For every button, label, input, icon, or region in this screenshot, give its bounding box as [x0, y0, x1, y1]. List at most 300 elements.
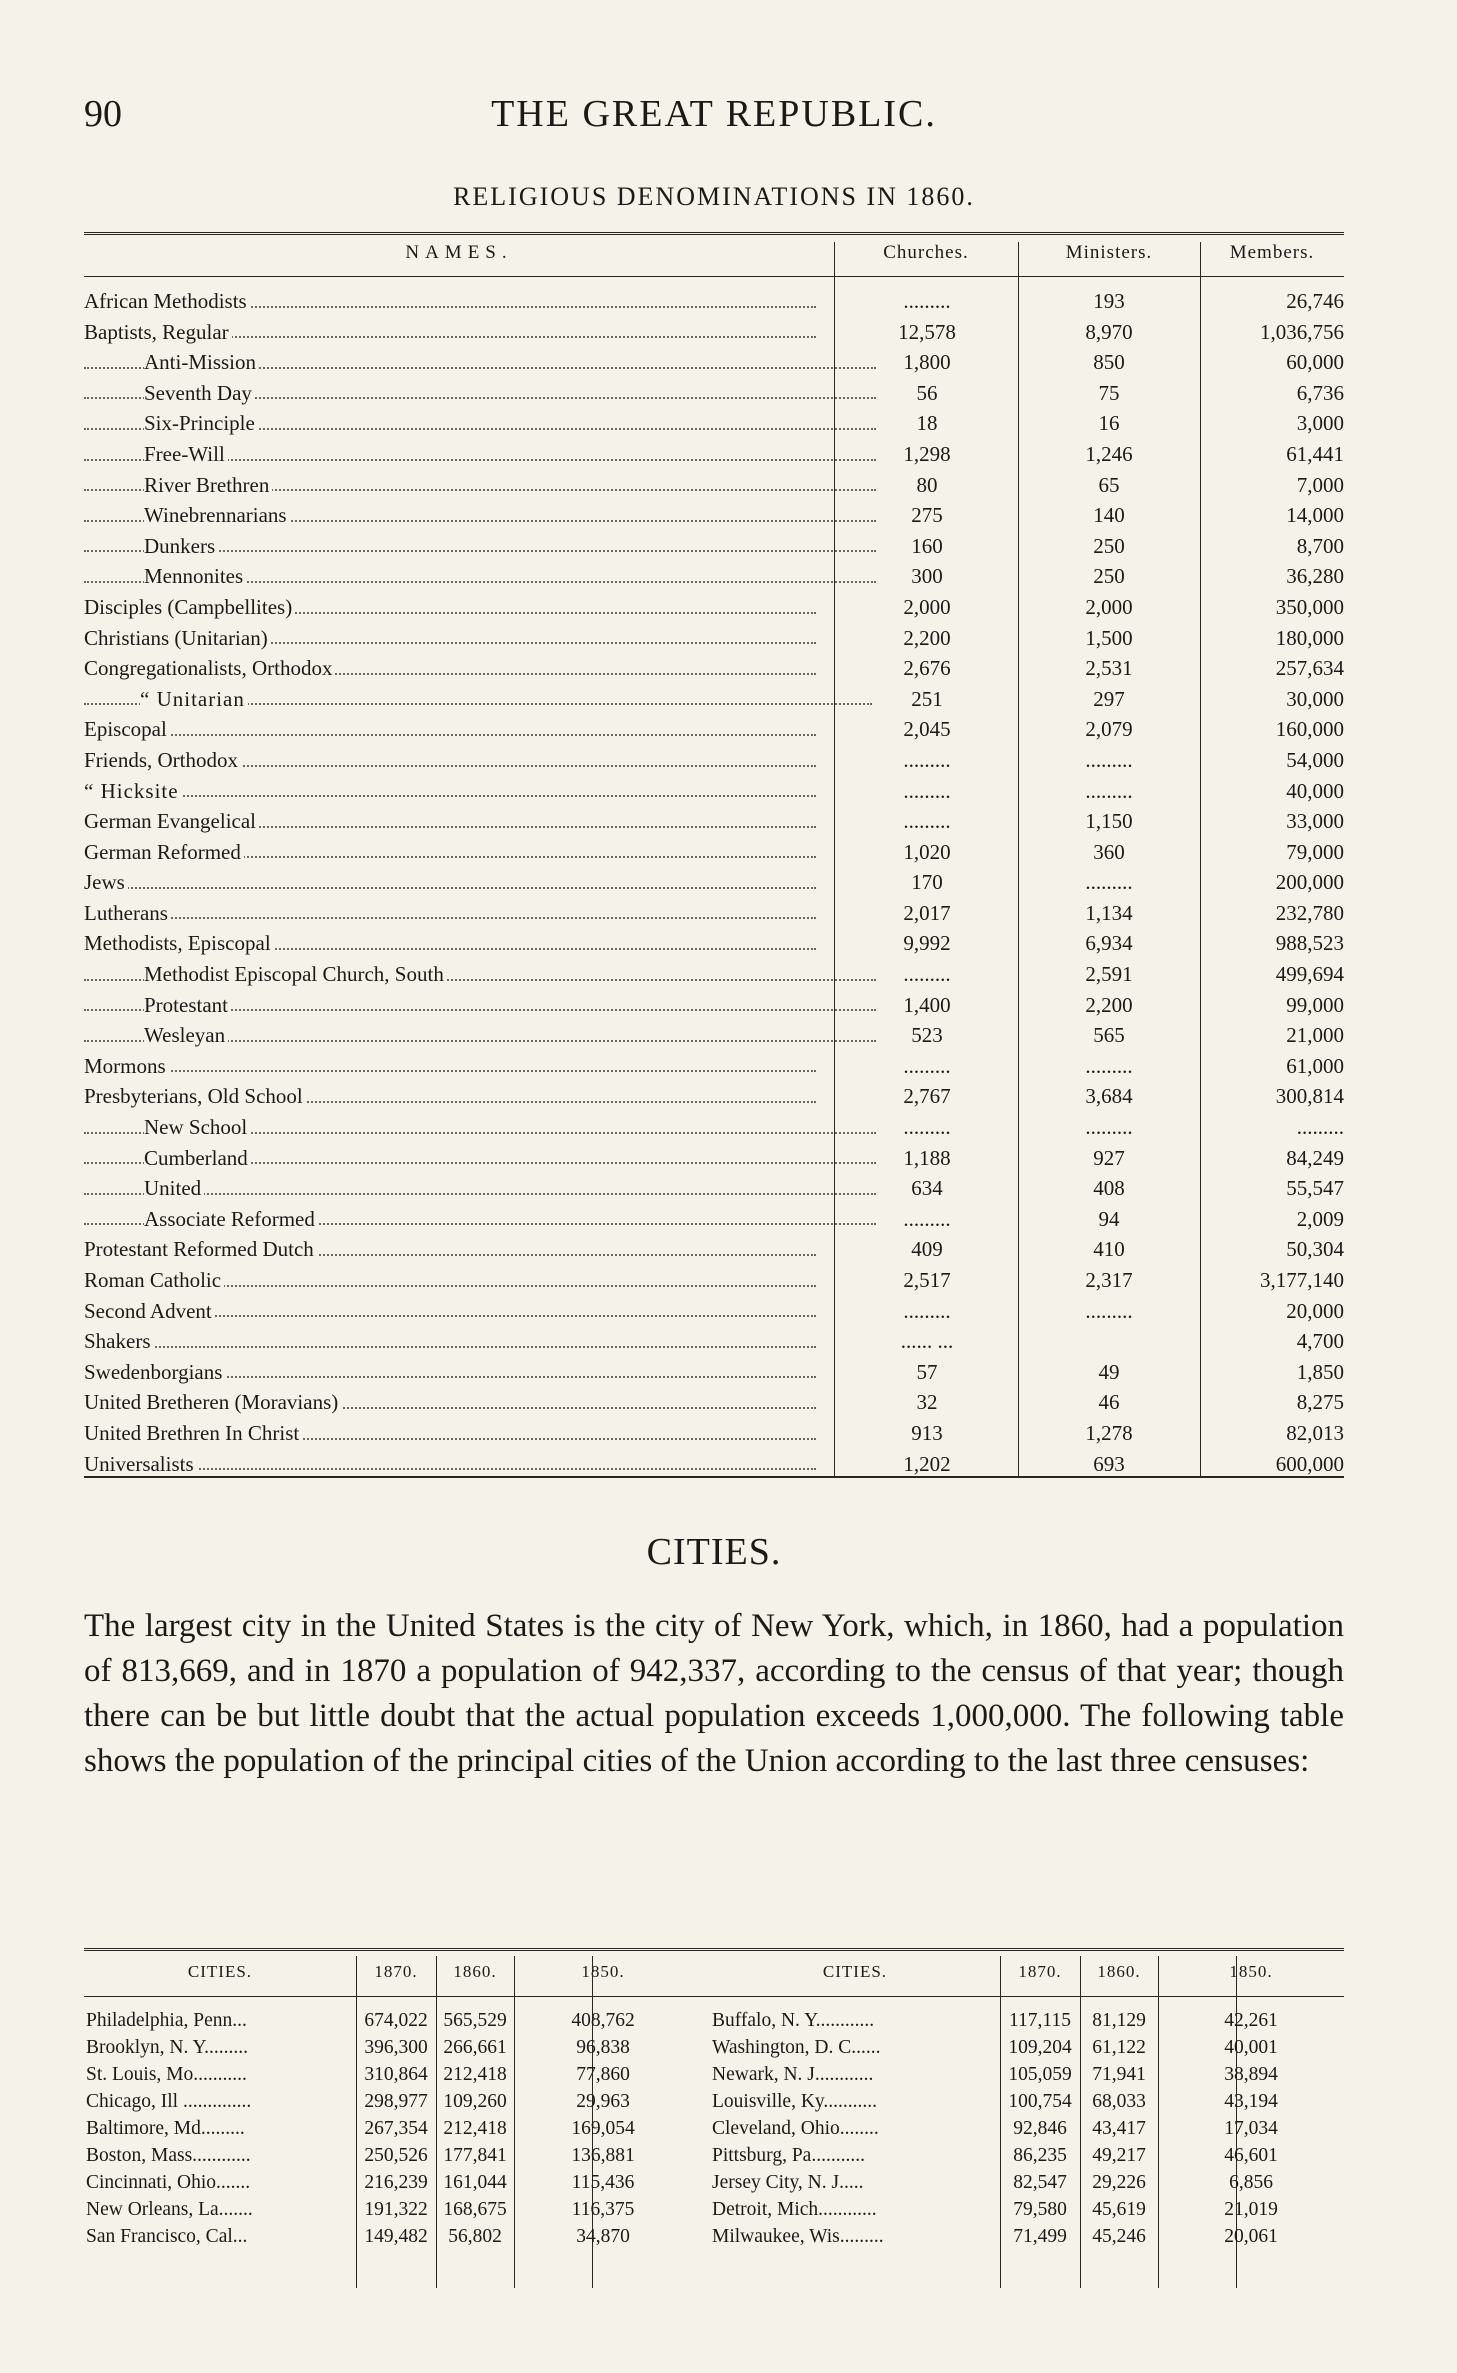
city-name: Boston, Mass............: [86, 2145, 251, 2166]
table-row: [84, 745, 1344, 776]
ministers-value: 6,934: [1085, 931, 1133, 956]
table-row: [84, 684, 1344, 715]
table-header-rule: [84, 276, 1344, 277]
population-value: 168,675: [443, 2199, 507, 2220]
churches-value: 913: [911, 1420, 943, 1445]
members-value: 99,000: [1286, 992, 1344, 1017]
churches-value: 2,000: [903, 594, 951, 619]
churches-value: 275: [911, 503, 943, 528]
denomination-label: Six-Principle: [144, 411, 258, 435]
churches-value: .........: [903, 747, 951, 772]
members-value: 55,547: [1286, 1176, 1344, 1201]
ministers-value: 75: [1098, 380, 1120, 405]
denomination-label: Congregationalists, Orthodox: [84, 656, 335, 680]
population-value: 250,526: [364, 2145, 428, 2166]
table-row: [84, 408, 1344, 439]
denomination-label: Mormons: [84, 1054, 169, 1078]
population-value: 96,838: [576, 2037, 630, 2058]
table-row: [84, 1020, 1344, 1051]
religious-denominations-table: [84, 232, 1344, 1478]
ministers-value: 693: [1093, 1451, 1125, 1476]
city-name: St. Louis, Mo...........: [86, 2064, 247, 2085]
denomination-label: New School: [144, 1115, 250, 1139]
ministers-value: 408: [1093, 1176, 1125, 1201]
denomination-name: [84, 1449, 822, 1480]
churches-value: 1,800: [903, 350, 951, 375]
denomination-label: Winebrennarians: [144, 503, 290, 527]
table-row: [84, 928, 1344, 959]
population-value: 43,194: [1224, 2091, 1278, 2112]
population-value: 21,019: [1224, 2199, 1278, 2220]
members-value: 61,441: [1286, 441, 1344, 466]
city-row: [84, 2062, 1344, 2088]
population-value: 212,418: [443, 2064, 507, 2085]
population-value: 40,001: [1224, 2037, 1278, 2058]
table-row: [84, 439, 1344, 470]
denomination-name: [84, 1265, 822, 1296]
table-row: [84, 1112, 1344, 1143]
denomination-label: Dunkers: [144, 534, 218, 558]
ministers-value: 2,000: [1085, 594, 1133, 619]
churches-value: 409: [911, 1237, 943, 1262]
ministers-value: 250: [1093, 533, 1125, 558]
denomination-name: [84, 898, 822, 929]
members-value: 26,746: [1286, 289, 1344, 313]
churches-value: 2,767: [903, 1084, 951, 1109]
city-name: Pittsburg, Pa...........: [712, 2145, 865, 2166]
table-row: [84, 837, 1344, 868]
ministers-value: 8,970: [1085, 319, 1133, 344]
churches-value: 251: [911, 686, 943, 711]
table-row: [84, 1051, 1344, 1082]
churches-value: .........: [903, 778, 951, 803]
churches-value: 2,517: [903, 1268, 951, 1292]
population-value: 34,870: [576, 2226, 630, 2247]
churches-value: 2,676: [903, 656, 951, 681]
table-row: [84, 806, 1344, 837]
members-value: 21,000: [1286, 1023, 1344, 1048]
denomination-name: [84, 1357, 822, 1388]
denomination-name: [84, 806, 822, 837]
denomination-label: Friends, Orthodox: [84, 748, 241, 772]
members-value: 257,634: [1275, 656, 1344, 681]
city-name: Brooklyn, N. Y.........: [86, 2037, 248, 2058]
ministers-value: 46: [1098, 1390, 1120, 1415]
running-title: THE GREAT REPUBLIC.: [491, 93, 937, 135]
denomination-name: [84, 653, 822, 684]
churches-value: 2,045: [903, 717, 951, 742]
city-row: [84, 2008, 1344, 2034]
denomination-label: Swedenborgians: [84, 1360, 225, 1384]
denomination-name: [84, 378, 882, 409]
denomination-label: Shakers: [84, 1329, 154, 1353]
denomination-label: United Brethren In Christ: [84, 1421, 302, 1445]
year-column-header: 1860.: [1097, 1962, 1141, 1981]
churches-value: 300: [911, 564, 943, 589]
denomination-label: Disciples (Campbellites): [84, 595, 295, 619]
table-row: [84, 1081, 1344, 1112]
city-name: Jersey City, N. J.....: [712, 2172, 864, 2193]
denomination-name: [84, 623, 822, 654]
year-column-header: 1870.: [374, 1962, 418, 1981]
population-value: 71,941: [1092, 2064, 1146, 2085]
column-header-members: Members.: [1229, 242, 1315, 263]
denomination-label: Roman Catholic: [84, 1268, 224, 1292]
members-value: 350,000: [1275, 594, 1344, 619]
members-value: 180,000: [1275, 625, 1344, 650]
denomination-name: [84, 1204, 882, 1235]
city-column-header: CITIES.: [187, 1962, 253, 1981]
city-population-table: [84, 1948, 1344, 2288]
population-value: 177,841: [443, 2145, 507, 2166]
denomination-label: Second Advent: [84, 1299, 215, 1323]
table-header-rule: [84, 1996, 1344, 1997]
city-name: Newark, N. J............: [712, 2064, 874, 2085]
population-value: 109,260: [443, 2091, 507, 2112]
members-value: 54,000: [1286, 747, 1344, 772]
ministers-value: 16: [1098, 411, 1120, 436]
table-row: [84, 959, 1344, 990]
denomination-name: [84, 408, 882, 439]
denomination-name: [84, 867, 822, 898]
members-value: 50,304: [1286, 1237, 1344, 1262]
denomination-label: Presbyterians, Old School: [84, 1084, 306, 1108]
table-row: [84, 317, 1344, 348]
year-column-header: 1850.: [581, 1962, 625, 1981]
churches-value: .........: [903, 962, 951, 987]
city-row: [84, 2197, 1344, 2223]
ministers-value: .........: [1085, 1053, 1133, 1078]
table-row: [84, 378, 1344, 409]
table-row: [84, 990, 1344, 1021]
population-value: 408,762: [571, 2010, 635, 2031]
ministers-value: 927: [1093, 1145, 1125, 1170]
city-name: Cleveland, Ohio........: [712, 2118, 879, 2139]
churches-value: .........: [903, 1298, 951, 1323]
denomination-name: [84, 347, 882, 378]
churches-value: 160: [911, 533, 943, 558]
denomination-name: [84, 286, 822, 317]
population-value: 56,802: [448, 2226, 502, 2247]
table-row: [84, 1143, 1344, 1174]
denomination-label: “ Hicksite: [84, 779, 182, 803]
denomination-label: Seventh Day: [144, 381, 255, 405]
denomination-name: [84, 684, 878, 715]
table-row: [84, 531, 1344, 562]
ministers-value: .........: [1085, 1115, 1133, 1140]
population-value: 100,754: [1008, 2091, 1072, 2112]
population-value: 29,226: [1092, 2172, 1146, 2193]
ministers-value: 1,134: [1085, 900, 1133, 925]
churches-value: 18: [916, 411, 938, 436]
denomination-label: Episcopal: [84, 717, 170, 741]
ministers-value: .........: [1085, 747, 1133, 772]
ministers-value: 565: [1093, 1023, 1125, 1048]
members-value: 200,000: [1275, 870, 1344, 895]
population-value: 45,619: [1092, 2199, 1146, 2220]
churches-value: 2,200: [903, 625, 951, 650]
population-value: 20,061: [1224, 2226, 1278, 2247]
members-value: 3,000: [1296, 411, 1344, 436]
ministers-value: 140: [1093, 503, 1125, 528]
population-value: 92,846: [1013, 2118, 1067, 2139]
ministers-value: 410: [1093, 1237, 1125, 1262]
city-name: Buffalo, N. Y............: [712, 2010, 875, 2031]
column-header-names: NAMES.: [405, 242, 513, 263]
members-value: 14,000: [1286, 503, 1344, 528]
table-row: [84, 286, 1344, 317]
ministers-value: 65: [1098, 472, 1120, 497]
denomination-name: [84, 1051, 822, 1082]
population-value: 43,417: [1092, 2118, 1146, 2139]
ministers-value: .........: [1085, 778, 1133, 803]
members-value: 61,000: [1286, 1053, 1344, 1078]
denomination-name: [84, 928, 822, 959]
ministers-value: 2,200: [1085, 992, 1133, 1017]
city-name: San Francisco, Cal...: [86, 2226, 248, 2247]
table-top-rule: [84, 232, 1344, 239]
denomination-name: [84, 592, 822, 623]
city-row: [84, 2116, 1344, 2142]
population-value: 86,235: [1013, 2145, 1067, 2166]
year-column-header: 1870.: [1018, 1962, 1062, 1981]
population-value: 266,661: [443, 2037, 507, 2058]
denomination-label: Associate Reformed: [144, 1207, 318, 1231]
population-value: 298,977: [364, 2091, 428, 2112]
table-row: [84, 1173, 1344, 1204]
table-top-rule: [84, 1948, 1344, 1955]
population-value: 191,322: [364, 2199, 428, 2220]
population-value: 565,529: [443, 2010, 507, 2031]
column-header-churches: Churches.: [883, 242, 969, 263]
population-value: 109,204: [1008, 2037, 1072, 2058]
ministers-value: 297: [1093, 686, 1125, 711]
city-name: Philadelphia, Penn...: [86, 2010, 247, 2031]
ministers-value: .........: [1085, 1298, 1133, 1323]
population-value: 29,963: [576, 2091, 630, 2112]
population-value: 161,044: [443, 2172, 507, 2193]
year-column-header: 1850.: [1229, 1962, 1273, 1981]
city-name: Milwaukee, Wis.........: [712, 2226, 884, 2247]
denomination-name: [84, 1387, 822, 1418]
table-row: [84, 867, 1344, 898]
members-value: 8,700: [1296, 533, 1344, 558]
population-value: 49,217: [1092, 2145, 1146, 2166]
table-row: [84, 1234, 1344, 1265]
population-value: 115,436: [571, 2172, 635, 2193]
members-value: 1,850: [1296, 1359, 1344, 1384]
population-value: 149,482: [364, 2226, 428, 2247]
city-row: [84, 2035, 1344, 2061]
members-value: 30,000: [1286, 686, 1344, 711]
denomination-name: [84, 776, 822, 807]
population-value: 169,054: [571, 2118, 635, 2139]
members-value: 84,249: [1286, 1145, 1344, 1170]
denomination-label: Methodists, Episcopal: [84, 931, 274, 955]
churches-value: .........: [903, 1115, 951, 1140]
churches-value: 1,202: [903, 1451, 951, 1476]
table-row: [84, 1387, 1344, 1418]
denomination-name: [84, 1234, 822, 1265]
religious-table-body: [84, 286, 1344, 1479]
members-value: 1,036,756: [1260, 319, 1344, 344]
population-value: 77,860: [576, 2064, 630, 2085]
churches-value: ...... ...: [900, 1329, 954, 1354]
denomination-name: [84, 317, 822, 348]
city-name: Louisville, Ky...........: [712, 2091, 878, 2112]
churches-value: 2,017: [903, 900, 951, 925]
table-row: [84, 1265, 1344, 1296]
city-name: Baltimore, Md.........: [86, 2118, 245, 2139]
column-header-ministers: Ministers.: [1065, 242, 1153, 263]
ministers-value: 2,531: [1085, 656, 1133, 681]
denomination-label: Protestant: [144, 993, 231, 1017]
churches-value: 9,992: [903, 931, 951, 956]
denomination-name: [84, 1326, 822, 1357]
population-value: 674,022: [364, 2010, 428, 2031]
denomination-name: [84, 1143, 882, 1174]
page-header: [84, 92, 1344, 142]
denomination-label: River Brethren: [144, 473, 272, 497]
members-value: 988,523: [1275, 931, 1344, 956]
population-value: 105,059: [1008, 2064, 1072, 2085]
denomination-label: African Methodists: [84, 289, 250, 313]
table-row: [84, 470, 1344, 501]
population-value: 61,122: [1092, 2037, 1146, 2058]
table-row: [84, 1296, 1344, 1327]
ministers-value: 1,150: [1085, 809, 1133, 834]
ministers-value: 850: [1093, 350, 1125, 375]
table-row: [84, 1204, 1344, 1235]
ministers-value: 94: [1098, 1206, 1120, 1231]
ministers-value: 250: [1093, 564, 1125, 589]
denomination-name: [84, 439, 882, 470]
denomination-name: [84, 1173, 882, 1204]
city-name: Washington, D. C......: [712, 2037, 881, 2058]
population-value: 267,354: [364, 2118, 428, 2139]
denomination-label: Jews: [84, 870, 128, 894]
members-value: 600,000: [1275, 1451, 1344, 1476]
denomination-label: “ Unitarian: [140, 687, 248, 711]
denomination-name: [84, 837, 822, 868]
denomination-name: [84, 745, 822, 776]
members-value: 60,000: [1286, 350, 1344, 375]
population-value: 212,418: [443, 2118, 507, 2139]
members-value: 4,700: [1296, 1329, 1344, 1354]
religious-table-title: RELIGIOUS DENOMINATIONS IN 1860.: [453, 182, 975, 211]
denomination-label: German Reformed: [84, 840, 244, 864]
city-name: Detroit, Mich............: [712, 2199, 877, 2220]
members-value: 160,000: [1275, 717, 1344, 742]
denomination-name: [84, 714, 822, 745]
table-row: [84, 1449, 1344, 1480]
churches-value: 634: [911, 1176, 943, 1201]
ministers-value: 3,684: [1085, 1084, 1133, 1109]
churches-value: 32: [916, 1390, 938, 1415]
denomination-name: [84, 1081, 822, 1112]
population-value: 136,881: [571, 2145, 635, 2166]
members-value: 6,736: [1296, 380, 1344, 405]
ministers-value: .........: [1085, 870, 1133, 895]
ministers-value: 2,079: [1085, 717, 1133, 742]
table-row: [84, 592, 1344, 623]
members-value: 33,000: [1286, 809, 1344, 834]
churches-value: 56: [916, 380, 938, 405]
city-row: [84, 2143, 1344, 2169]
table-row: [84, 776, 1344, 807]
members-value: 8,275: [1296, 1390, 1344, 1415]
table-row: [84, 653, 1344, 684]
churches-value: .........: [903, 289, 951, 313]
table-row: [84, 714, 1344, 745]
city-name: Chicago, Ill ..............: [86, 2091, 252, 2112]
denomination-name: [84, 1020, 882, 1051]
table-row: [84, 898, 1344, 929]
table-row: [84, 1357, 1344, 1388]
members-value: 40,000: [1286, 778, 1344, 803]
denomination-name: [84, 1112, 882, 1143]
population-value: 38,894: [1224, 2064, 1278, 2085]
population-value: 79,580: [1013, 2199, 1067, 2220]
table-row: [84, 561, 1344, 592]
denomination-name: [84, 1418, 822, 1449]
members-value: 300,814: [1275, 1084, 1344, 1109]
denomination-label: Cumberland: [144, 1146, 251, 1170]
denomination-label: Anti-Mission: [144, 350, 259, 374]
population-value: 68,033: [1092, 2091, 1146, 2112]
members-value: 232,780: [1275, 900, 1344, 925]
city-column-header: CITIES.: [822, 1962, 888, 1981]
denomination-label: Universalists: [84, 1452, 197, 1476]
ministers-value: 193: [1093, 289, 1125, 313]
denomination-label: Christians (Unitarian): [84, 626, 271, 650]
churches-value: .........: [903, 1206, 951, 1231]
denomination-label: United Bretheren (Moravians): [84, 1390, 341, 1414]
churches-value: 57: [916, 1359, 938, 1384]
population-value: 82,547: [1013, 2172, 1067, 2193]
members-value: 499,694: [1275, 962, 1344, 987]
page-number: 90: [84, 93, 122, 135]
members-value: 36,280: [1286, 564, 1344, 589]
denomination-name: [84, 990, 882, 1021]
denomination-label: Lutherans: [84, 901, 171, 925]
ministers-value: 360: [1093, 839, 1125, 864]
denomination-name: [84, 561, 882, 592]
denomination-label: Protestant Reformed Dutch: [84, 1237, 317, 1261]
members-value: 3,177,140: [1260, 1268, 1344, 1292]
table-row: [84, 1326, 1344, 1357]
population-value: 396,300: [364, 2037, 428, 2058]
members-value: 20,000: [1286, 1298, 1344, 1323]
population-value: 216,239: [364, 2172, 428, 2193]
city-row: [84, 2089, 1344, 2115]
denomination-name: [84, 1296, 822, 1327]
city-name: New Orleans, La.......: [86, 2199, 253, 2220]
ministers-value: 1,246: [1085, 441, 1133, 466]
cities-heading: CITIES.: [646, 1531, 782, 1573]
population-value: 117,115: [1009, 2010, 1071, 2031]
denomination-label: United: [144, 1176, 204, 1200]
city-row: [84, 2224, 1344, 2250]
city-row: [84, 2170, 1344, 2196]
population-value: 6,856: [1229, 2172, 1273, 2193]
population-value: 116,375: [571, 2199, 635, 2220]
churches-value: 80: [916, 472, 938, 497]
population-value: 46,601: [1224, 2145, 1278, 2166]
population-value: 81,129: [1092, 2010, 1146, 2031]
ministers-value: 1,278: [1085, 1420, 1133, 1445]
churches-value: 12,578: [898, 319, 956, 344]
